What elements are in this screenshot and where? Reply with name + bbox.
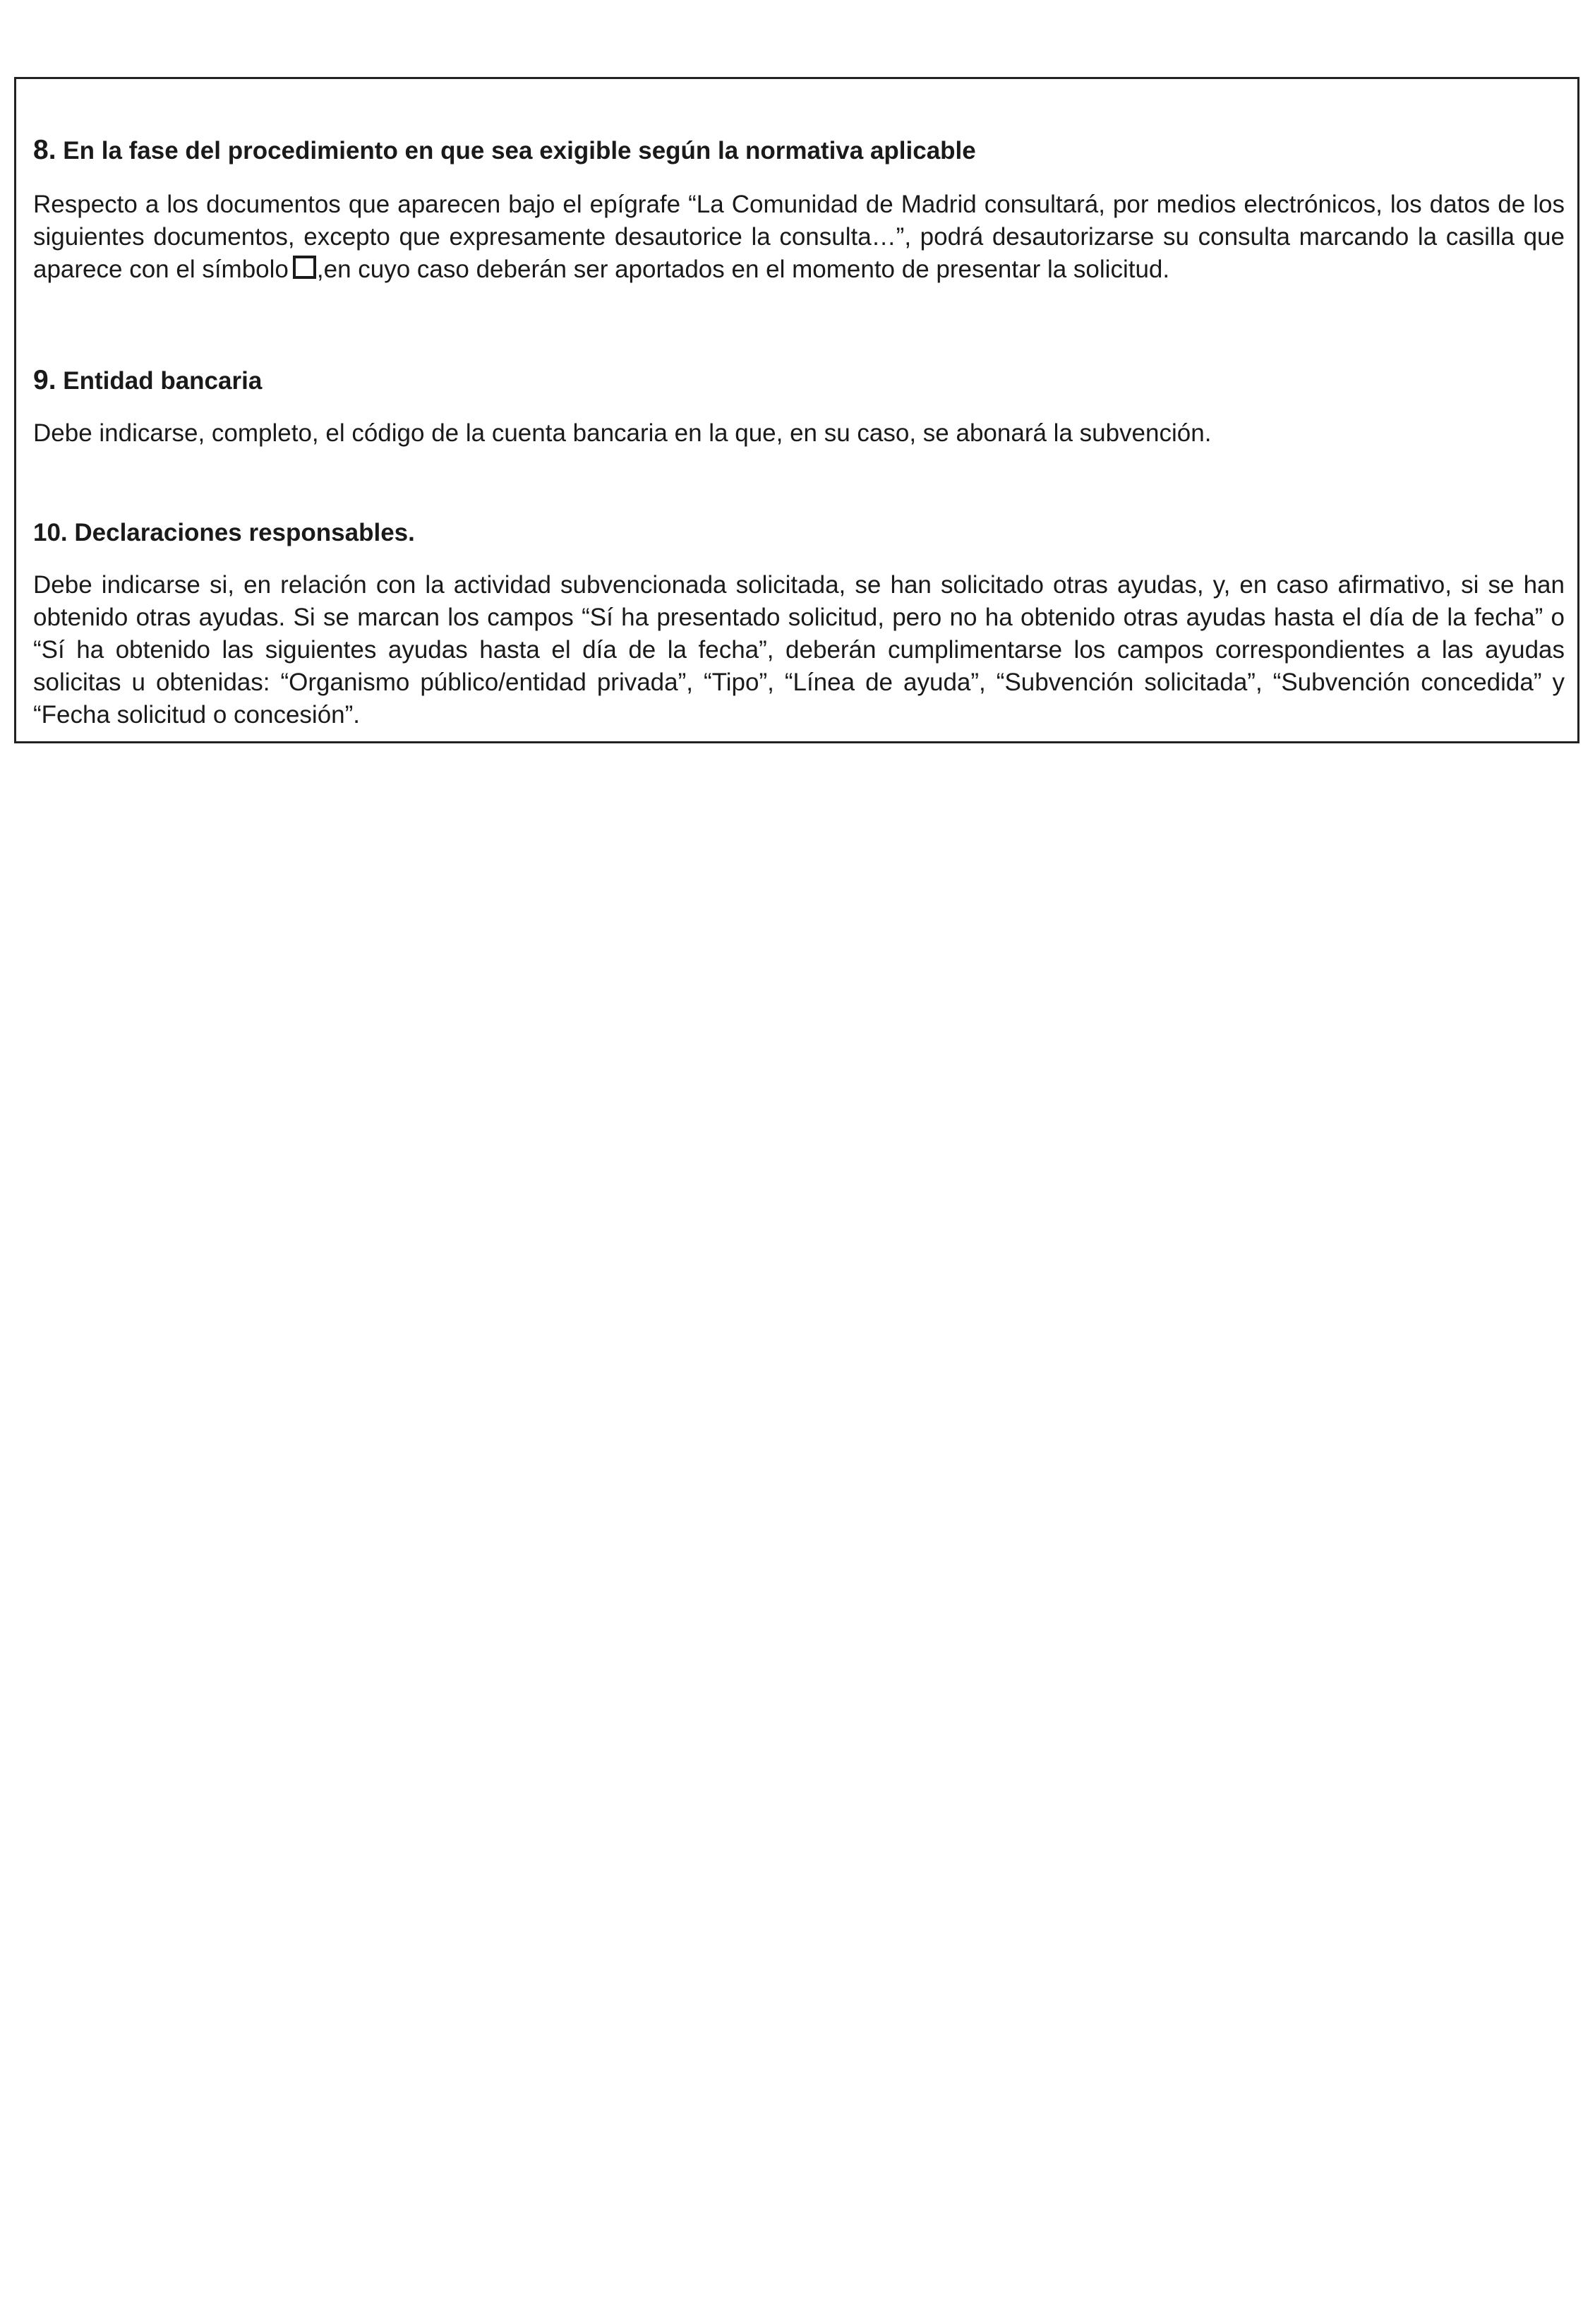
section-9-number: 9. xyxy=(33,365,56,395)
section-8-number: 8. xyxy=(33,135,56,165)
section-8-text-before-icon: Respecto a los documentos que aparecen bajo el epígrafe “La Comunidad de Madrid consultará, por medios electrónicos, los datos de los siguientes documentos, excepto que expresamente desautorice la consulta…”, podrá desautorizarse su consulta marcando la casilla que aparece con el símbolo xyxy=(33,191,1565,283)
section-9 xyxy=(33,366,1565,450)
section-8-paragraph xyxy=(33,188,1565,286)
section-9-paragraph: Debe indicarse, completo, el código de la cuenta bancaria en la que, en su caso, se abonará la subvención. xyxy=(33,419,1212,447)
checkbox-empty-icon xyxy=(293,256,316,279)
section-8-heading xyxy=(33,136,1565,166)
section-8 xyxy=(33,136,1565,286)
section-9-heading xyxy=(33,366,1565,396)
section-10-paragraph: Debe indicarse si, en relación con la actividad subvencionada solicitada, se han solicitado otras ayudas, y, en caso afirmativo, si se han obtenido otras ayudas. Si se marcan los campos “Sí ha presentado solicitud, pero no ha obtenido otras ayudas hasta el día de la fecha” o “Sí ha obtenido las siguientes ayudas hasta el día de la fecha”, deberán cumplimentarse los campos correspondientes a las ayudas solicitas u obtenidas: “Organismo público/entidad privada”, “Tipo”, “Línea de ayuda”, “Subvención solicitada”, “Subvención concedida” y “Fecha solicitud o concesión”. xyxy=(33,571,1565,729)
section-10-heading: 10. Declaraciones responsables. xyxy=(33,519,415,546)
section-8-text-after-icon: ,en cuyo caso deberán ser aportados en el momento de presentar la solicitud. xyxy=(316,256,1170,283)
section-10 xyxy=(33,518,1565,731)
instructions-box xyxy=(14,77,1579,743)
section-9-title: Entidad bancaria xyxy=(63,367,263,395)
section-8-title: En la fase del procedimiento en que sea exigible según la normativa aplicable xyxy=(63,137,976,164)
